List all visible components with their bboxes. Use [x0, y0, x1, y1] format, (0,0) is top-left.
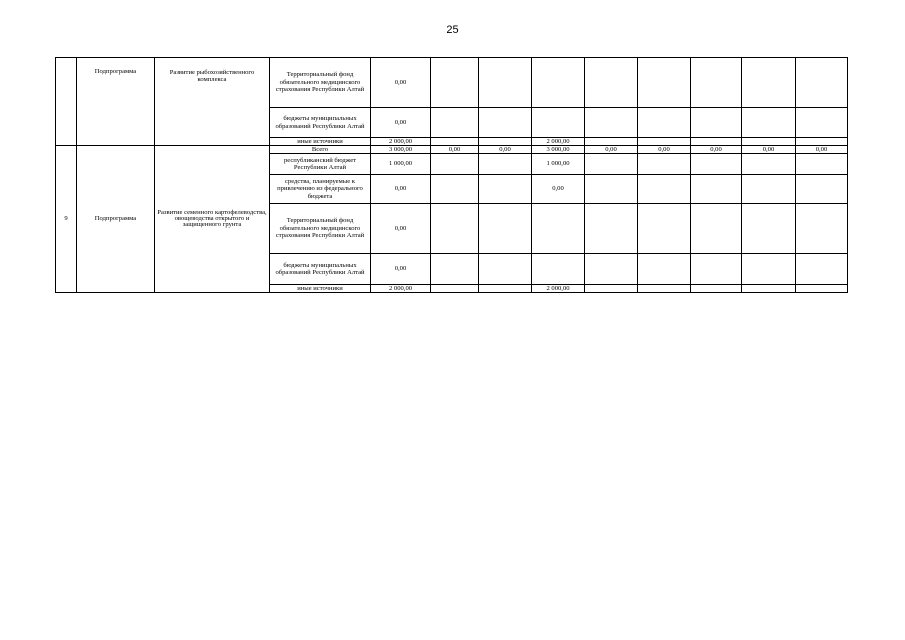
value-cell — [431, 138, 479, 146]
funding-source: иные источники — [270, 138, 371, 146]
value-cell — [796, 175, 848, 204]
value-cell — [532, 254, 585, 285]
value-cell — [479, 204, 532, 254]
funding-source: бюджеты муниципальных образований Республики Алтай — [270, 254, 371, 285]
value-cell: 1 000,00 — [532, 154, 585, 175]
value-cell — [479, 58, 532, 108]
program-name: Развитие семенного картофелеводства, овощеводства открытого и защищенного грунта — [155, 146, 270, 293]
value-cell — [585, 254, 638, 285]
value-cell — [638, 175, 691, 204]
value-cell — [638, 154, 691, 175]
value-cell — [691, 58, 742, 108]
value-cell — [532, 58, 585, 108]
value-cell — [691, 204, 742, 254]
value-cell — [691, 108, 742, 138]
table-row — [56, 146, 848, 154]
value-cell: 3 000,00 — [371, 146, 431, 154]
value-cell — [638, 254, 691, 285]
value-cell — [742, 154, 796, 175]
row-number — [56, 58, 77, 146]
value-cell: 0,00 — [796, 146, 848, 154]
value-cell: 0,00 — [431, 146, 479, 154]
value-cell — [742, 138, 796, 146]
value-cell: 0,00 — [742, 146, 796, 154]
value-cell — [796, 58, 848, 108]
value-cell: 2 000,00 — [371, 138, 431, 146]
value-cell: 0,00 — [532, 175, 585, 204]
value-cell — [638, 108, 691, 138]
program-type: Подпрограмма — [77, 146, 155, 293]
funding-source: средства, планируемые к привлечению из федерального бюджета — [270, 175, 371, 204]
value-cell — [431, 154, 479, 175]
page-number: 25 — [446, 24, 459, 36]
value-cell — [796, 138, 848, 146]
value-cell — [638, 58, 691, 108]
value-cell: 0,00 — [371, 175, 431, 204]
value-cell: 2 000,00 — [532, 285, 585, 293]
value-cell — [479, 108, 532, 138]
program-name: Развитие рыбохозяйственного комплекса — [155, 58, 270, 146]
value-cell — [638, 285, 691, 293]
value-cell — [638, 204, 691, 254]
value-cell — [431, 175, 479, 204]
value-cell: 0,00 — [479, 146, 532, 154]
funding-source: Всего — [270, 146, 371, 154]
value-cell — [691, 254, 742, 285]
value-cell — [431, 58, 479, 108]
value-cell: 0,00 — [638, 146, 691, 154]
value-cell — [585, 204, 638, 254]
value-cell — [479, 285, 532, 293]
value-cell — [585, 58, 638, 108]
value-cell — [638, 138, 691, 146]
value-cell: 0,00 — [371, 58, 431, 108]
value-cell — [742, 58, 796, 108]
value-cell — [796, 108, 848, 138]
financing-table — [55, 57, 848, 293]
value-cell — [431, 108, 479, 138]
value-cell — [742, 204, 796, 254]
value-cell — [691, 175, 742, 204]
value-cell — [742, 108, 796, 138]
value-cell — [742, 175, 796, 204]
value-cell: 0,00 — [585, 146, 638, 154]
value-cell — [742, 254, 796, 285]
value-cell: 2 000,00 — [371, 285, 431, 293]
value-cell — [796, 285, 848, 293]
value-cell: 0,00 — [371, 108, 431, 138]
program-type: Подпрограмма — [77, 58, 155, 146]
funding-source: республиканский бюджет Республики Алтай — [270, 154, 371, 175]
funding-source: Территориальный фонд обязательного медицинского страхования Республики Алтай — [270, 58, 371, 108]
funding-source: бюджеты муниципальных образований Республики Алтай — [270, 108, 371, 138]
row-number: 9 — [56, 146, 77, 293]
value-cell — [796, 254, 848, 285]
value-cell: 1 000,00 — [371, 154, 431, 175]
value-cell — [431, 204, 479, 254]
value-cell — [585, 285, 638, 293]
value-cell — [742, 285, 796, 293]
value-cell: 3 000,00 — [532, 146, 585, 154]
value-cell — [479, 154, 532, 175]
table-row — [56, 58, 848, 108]
value-cell: 0,00 — [371, 254, 431, 285]
value-cell — [431, 285, 479, 293]
value-cell: 0,00 — [691, 146, 742, 154]
value-cell: 2 000,00 — [532, 138, 585, 146]
value-cell: 0,00 — [371, 204, 431, 254]
value-cell — [585, 108, 638, 138]
value-cell — [585, 154, 638, 175]
value-cell — [431, 254, 479, 285]
value-cell — [585, 175, 638, 204]
value-cell — [479, 175, 532, 204]
value-cell — [479, 254, 532, 285]
funding-source: иные источники — [270, 285, 371, 293]
value-cell — [796, 154, 848, 175]
value-cell — [691, 138, 742, 146]
value-cell — [796, 204, 848, 254]
value-cell — [691, 285, 742, 293]
funding-source: Территориальный фонд обязательного медицинского страхования Республики Алтай — [270, 204, 371, 254]
value-cell — [532, 108, 585, 138]
value-cell — [585, 138, 638, 146]
value-cell — [691, 154, 742, 175]
value-cell — [479, 138, 532, 146]
value-cell — [532, 204, 585, 254]
